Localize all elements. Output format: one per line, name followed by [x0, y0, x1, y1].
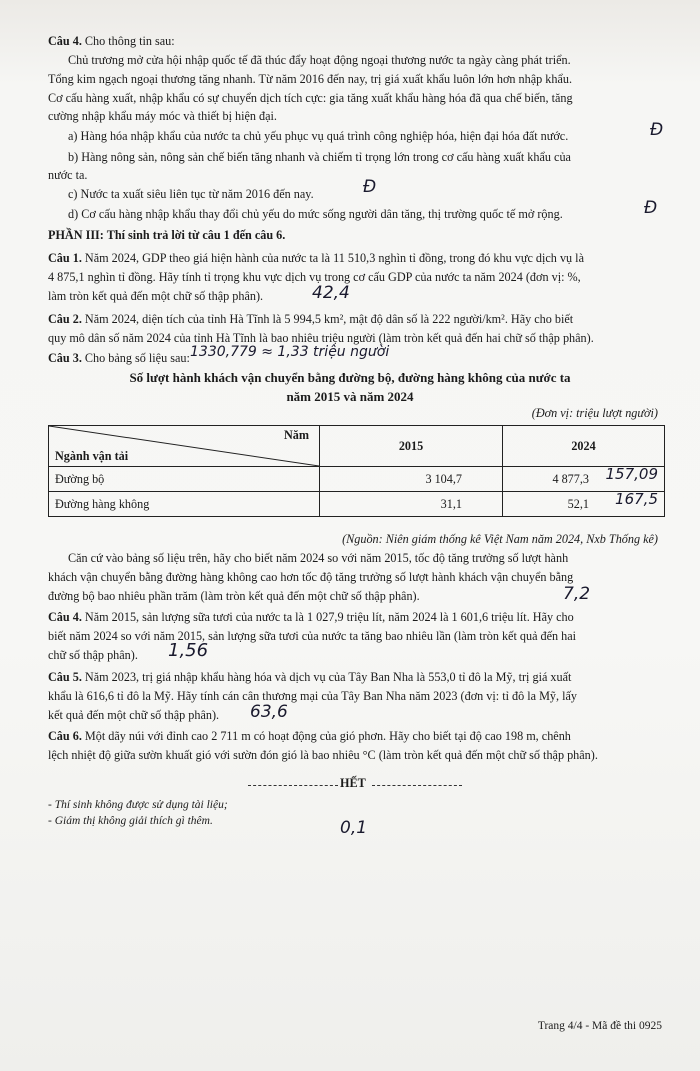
q1-line-2: 4 875,1 nghìn tỉ đồng. Hãy tính tỉ trọng khu vực dịch vụ trong cơ cấu GDP của nước ta năm 2024 (đơn vị: %,	[48, 270, 581, 284]
info-line-4: cường nhập khẩu máy móc và thiết bị hiện đại.	[48, 109, 277, 123]
row-2015: 3 104,7	[320, 467, 503, 492]
question-4-heading	[48, 32, 175, 51]
row-name: Đường bộ	[49, 467, 320, 492]
q4-line-2: biết năm 2024 so với năm 2015, sản lượng sữa tươi của nước ta tăng bao nhiêu lần (làm tròn kết quả đến hai	[48, 629, 577, 643]
row-2024	[503, 467, 665, 492]
handwritten-mark-d: Đ	[644, 198, 658, 218]
cell-value: 52,1	[567, 496, 589, 511]
table-row	[49, 492, 665, 517]
question-intro: Cho bảng số liệu sau:	[84, 351, 190, 365]
part-3-heading: PHẦN III: Thí sinh trả lời từ câu 1 đến câu 6.	[48, 228, 286, 242]
question-label: Câu 4.	[48, 34, 82, 48]
handwritten-answer-6: 0,1	[340, 818, 368, 838]
option-c: c) Nước ta xuất siêu liên tục từ năm 2016 đến nay.	[68, 187, 314, 201]
cell-value: 4 877,3	[552, 471, 589, 486]
handwritten-mark-a: Đ	[650, 120, 664, 140]
question-label: Câu 4.	[48, 610, 82, 624]
row-2015: 31,1	[320, 492, 503, 517]
handwritten-answer-5: 63,6	[250, 702, 288, 722]
info-line-2: Tổng kim ngạch ngoại thương tăng nhanh. Từ năm 2016 đến nay, trị giá xuất khẩu luôn lớn hơn nhập khẩu.	[48, 72, 573, 86]
question-label: Câu 6.	[48, 729, 82, 743]
handwritten-answer-1: 42,4	[312, 283, 350, 303]
handwritten-road-rate: 157,09	[605, 465, 658, 483]
question-label: Câu 2.	[48, 312, 82, 326]
handwritten-mark-c: Đ	[363, 177, 377, 197]
passenger-table	[48, 425, 665, 517]
question-label: Câu 5.	[48, 670, 82, 684]
q1-line-1	[48, 249, 584, 268]
q6-line-1	[48, 727, 571, 746]
table-source: (Nguồn: Niên giám thống kê Việt Nam năm 2024, Nxb Thống kê)	[342, 532, 658, 546]
q4-line-1	[48, 608, 574, 627]
option-d: d) Cơ cấu hàng nhập khẩu thay đổi chủ yếu do mức sống người dân tăng, thị trường quốc tế mở rộng.	[68, 207, 563, 221]
table-header-row	[49, 426, 665, 467]
end-rule-left	[248, 785, 338, 786]
q6-line-2: lệch nhiệt độ giữa sườn khuất gió với sườn đón gió là bao nhiêu °C (làm tròn kết quả đến một chữ số thập phân).	[48, 748, 598, 762]
q4-line-3: chữ số thập phân).	[48, 648, 138, 662]
header-year: Năm	[283, 428, 309, 442]
question-text: Năm 2024, diện tích của tỉnh Hà Tĩnh là 5 994,5 km², mật độ dân số là 222 người/km². Hãy cho biết	[84, 312, 574, 326]
question-text: Năm 2015, sản lượng sữa tươi của nước ta là 1 027,9 triệu lít, năm 2024 là 1 601,6 triệu lít. Hãy cho	[84, 610, 574, 624]
row-name: Đường hàng không	[49, 492, 320, 517]
question-text: Năm 2023, trị giá nhập khẩu hàng hóa và dịch vụ của Tây Ban Nha là 553,0 tỉ đô la Mỹ, trị giá xuất	[84, 670, 572, 684]
end-marker: HẾT	[340, 776, 366, 790]
table-row	[49, 467, 665, 492]
note-1: - Thí sinh không được sử dụng tài liệu;	[48, 799, 228, 811]
question-label: Câu 1.	[48, 251, 82, 265]
q3-line-1: Căn cứ vào bảng số liệu trên, hãy cho biết năm 2024 so với năm 2015, tốc độ tăng trưởng số lượt hành	[68, 551, 569, 565]
table-title-line-2: năm 2015 và năm 2024	[286, 389, 414, 404]
handwritten-answer-4: 1,56	[168, 640, 209, 661]
q3-heading	[48, 349, 190, 368]
handwritten-air-rate: 167,5	[615, 490, 658, 508]
question-text: Năm 2024, GDP theo giá hiện hành của nước ta là 11 510,3 nghìn tỉ đồng, trong đó khu vực dịch vụ là	[84, 251, 584, 265]
handwritten-answer-2: 1330,779 ≈ 1,33 triệu người	[190, 344, 390, 360]
handwritten-answer-3: 7,2	[563, 584, 591, 604]
header-2015: 2015	[320, 426, 503, 467]
q2-line-2: quy mô dân số năm 2024 của tỉnh Hà Tĩnh là bao nhiêu triệu người (làm tròn kết quả đến hai chữ số thập phân).	[48, 331, 594, 345]
note-2: - Giám thị không giải thích gì thêm.	[48, 815, 213, 827]
q1-line-3: làm tròn kết quả đến một chữ số thập phân).	[48, 289, 264, 303]
header-2024: 2024	[503, 426, 665, 467]
q5-line-3: kết quả đến một chữ số thập phân).	[48, 708, 220, 722]
info-line-3: Cơ cấu hàng xuất, nhập khẩu có sự chuyển dịch tích cực: gia tăng xuất khẩu hàng hóa đã qua chế biến, tăng	[48, 91, 573, 105]
option-b-line-1: b) Hàng nông sản, nông sản chế biến tăng nhanh và chiếm tỉ trọng lớn trong cơ cấu hàng xuất khẩu của	[68, 150, 571, 164]
page-footer: Trang 4/4 - Mã đề thi 0925	[537, 1020, 662, 1032]
q3-line-3: đường bộ bao nhiêu phần trăm (làm tròn kết quả đến một chữ số thập phân).	[48, 589, 420, 603]
table-unit: (Đơn vị: triệu lượt người)	[531, 406, 658, 420]
q3-line-2: khách vận chuyển bằng đường hàng không cao hơn tốc độ tăng trưởng số lượt hành khách vận chuyển bằng	[48, 570, 574, 584]
question-text: Một dãy núi với đỉnh cao 2 711 m có hoạt động của gió phơn. Hãy cho biết tại độ cao 198 m, chênh	[84, 729, 571, 743]
end-rule-right	[372, 785, 462, 786]
header-corner-cell	[49, 426, 320, 467]
q5-line-2: khẩu là 616,6 tỉ đô la Mỹ. Hãy tính cán cân thương mại của Tây Ban Nha năm 2023 (đơn vị: tỉ đô la Mỹ, lấy	[48, 689, 578, 703]
question-intro: Cho thông tin sau:	[84, 34, 175, 48]
question-label: Câu 3.	[48, 351, 82, 365]
table-title-line-1: Số lượt hành khách vận chuyển bằng đường bộ, đường hàng không của nước ta	[129, 370, 571, 385]
info-line-1: Chủ trương mở cửa hội nhập quốc tế đã thúc đẩy hoạt động ngoại thương nước ta ngày càng phát triển.	[68, 53, 571, 67]
header-sector: Ngành vận tải	[55, 449, 129, 463]
q5-line-1	[48, 668, 571, 687]
option-b-line-2: nước ta.	[48, 168, 88, 182]
row-2024	[503, 492, 665, 517]
option-a: a) Hàng hóa nhập khẩu của nước ta chủ yếu phục vụ quá trình công nghiệp hóa, hiện đại hóa đất nước.	[68, 129, 569, 143]
q2-line-1	[48, 310, 573, 329]
